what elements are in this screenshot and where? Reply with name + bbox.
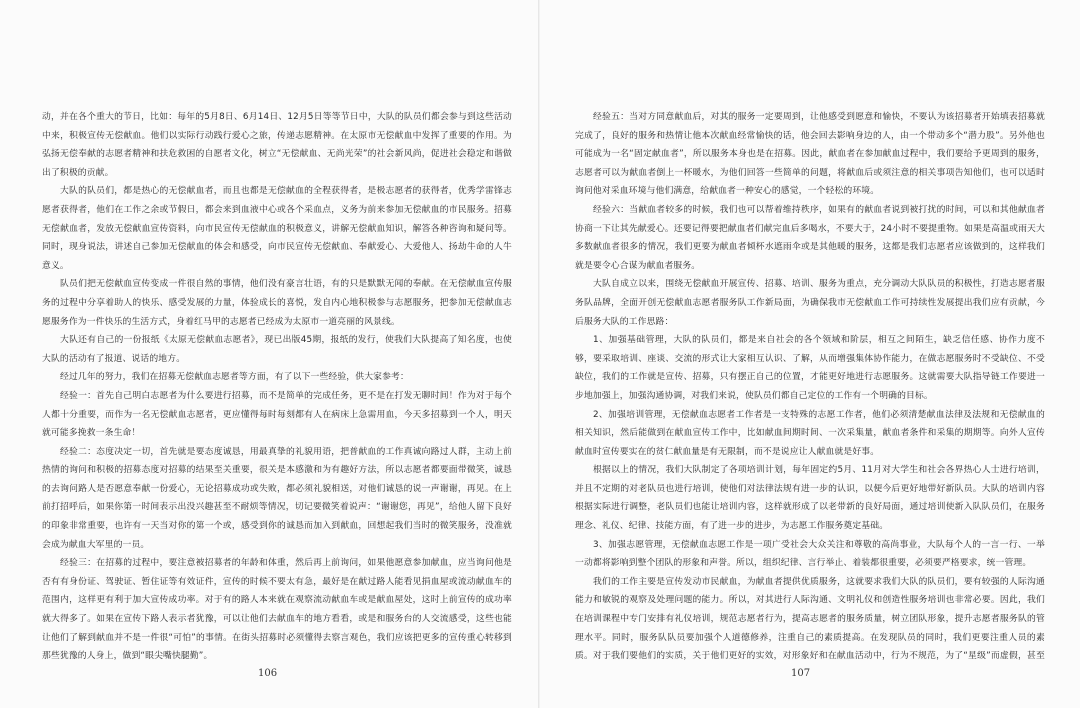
book-gutter (538, 0, 540, 708)
left-paragraph-4: 大队还有自己的一份报纸《太原无偿献血志愿者》，现已出版45期，报纸的发行，使我们大队提高了知名度，也使大队的活动有了报道、说话的地方。 (42, 335, 512, 364)
right-paragraph-4: 1、加强基础管理，大队的队员们，都是来自社会的各个领域和阶层，相互之间陌生，缺乏信任感、协作力度不够，要采取培训、座谈、交流的形式让大家相互认识、了解，从而增强集体协作能力，在做志愿服务时不受缺位、不受缺位，我们的工作就是宣传、招募，只有摆正自己的位置，才能更好地进行志愿服务。这就需要大队指导链工作要进一步地加强上，加强沟通协调，对我们来说，使队员们都自己定位的工作有一个明确的目标。 (575, 335, 1045, 401)
left-paragraph-3: 队员们把无偿献血宣传变成一件很自然的事情，他们没有豪言壮语，有的只是默默无闻的奉献。在无偿献血宣传服务的过程中分享着助人的快乐、感受发展的力量，体验成长的喜悦，发自内心地积极参与志愿服务，把参加无偿献血志愿服务作为一件快乐的生活方式，身着红马甲的志愿者已经成为太原市一道亮丽的风景线。 (42, 279, 512, 327)
left-paragraph-2: 大队的队员们，都是热心的无偿献血者，而且也都是无偿献血的全程获得者，是极志愿者的获得者，优秀学雷锋志愿者获得者，他们在工作之余或节假日，都会来到血液中心或各个采血点，义务为前来参加无偿献血的市民服务。招募无偿献血者，发放无偿献血宣传资料，向市民宣传无偿献血的积极意义，讲解无偿献血知识，解答各种咨询和疑问等。同时，现身说法，讲述自己参加无偿献血的体会和感受，向市民宣传无偿献血、奉献爱心、大爱他人、扬劫牛命的人牛意义。 (42, 186, 512, 271)
right-paragraph-8: 我们的工作主要是宣传发动市民献血，为献血者提供优质服务，这就要求我们大队的队员们，要有较强的人际沟通能力和敏锐的观察及处理问题的能力。所以，对其进行人际沟通、文明礼仪和创造性服务培训也非常必要。因此，我们在培训课程中专门安排有礼仪培训，规范志愿者行为，提高志愿者的服务质量，树立团队形象，提升志愿者服务队的管理水平。同时，服务队队员要加强个人道德修养，注重自己的素质提高。在发现队员的同时，我们更要注重人员的素质。对于我们要他们的实质，关于他们更好的实效，对形象好和在献血活动中，行为不规范，为了“星级”而虚假，甚至 (575, 576, 1045, 662)
left-page (42, 108, 512, 668)
left-page-number: 106 (258, 668, 278, 679)
left-paragraph-5: 经过几年的努力，我们在招募无偿献血志愿者等方面，有了以下一些经验，供大家参考： (60, 372, 409, 383)
right-paragraph-7: 3、加强志愿管理，无偿献血志愿工作是一项广受社会大众关注和尊敬的高尚事业，大队每个人的一言一行、一举一动都将影响到整个团队的形象和声誉。所以，组织纪律、言行举止、着装都很重要，必须要严格要求，统一管理。 (575, 539, 1045, 569)
left-paragraph-7: 经验二：态度决定一切，首先就是要态度诚恳，用最真挚的礼貌用语，把普献血的工作真诚向路过人群，主动上前热情的询问和积极的招募态度对招募的结果至关重要，很关是本感激和为有趣好方法，所以志愿者都要面带微笑，诚恳的去询问路人是否愿意奉献一份爱心，无论招募成功或失败，都必须礼貌相送，对他们诚恳的说一声谢谢，再见。在上前打招呼后，如果你第一时间表示出没兴趣甚至不耐烦等情况，切记要微笑着说声：“谢谢您，再见”，给他人留下良好的印象非常重要，也许有一天当对你的第一个或，感受到你的诚恳而加入到献血，回想起我们当时的微笑服务，没准就会成为献血大军里的一员。 (42, 446, 512, 550)
right-page (575, 108, 1045, 668)
right-paragraph-3: 大队自成立以来，围绕无偿献血开展宣传、招募、培训、服务为重点，充分调动大队队员的积极性，打造志愿者服务队品牌，全面开创无偿献血志愿者服务队工作新局面，为确保我市无偿献血工作可持续性发展提出我们应有贡献，今后服务大队的工作思路： (575, 279, 1045, 327)
right-paragraph-1: 经验五：当对方同意献血后，对其的服务一定要周到，让他感受到愿意和愉快，不要认为该招募者开始填表招募就完成了，良好的服务和热情让他本次献血经常愉快的话，他会回去影响身边的人，由一个带动多个“潜力股”。另外他也可能成为一名“固定献血者”，所以服务本身也是在招募。因此，献血者在参加献血过程中，我们要给予更周到的服务，志愿者可以为献血者倒上一杯暖水，为他们回答一些简单的问题，将献血后或须注意的相关事项告知他们，也可以适时询问他对采血环境与他们满意，给献血者一种安心的感觉，一个轻松的环境。 (575, 112, 1045, 197)
left-paragraph-1: 动，并在各个重大的节日，比如：每年的5月8日、6月14日、12月5日等等节日中，大队的队员们都会参与到这些活动中来，积极宣传无偿献血。他们以实际行动践行爱心之旅，传递志愿精神。在太原市无偿献血中发挥了重要的作用。为弘扬无偿奉献的志愿者精神和扶危救困的自愿者文化，树立“无偿献血、无尚光荣”的社会新风尚，促进社会稳定和谐做出了积极的贡献。 (42, 112, 512, 178)
right-paragraph-2: 经验六：当献血者较多的时候，我们也可以帮着维持秩序，如果有的献血者说到被打扰的时间，可以和其他献血者协商一下让其先献爱心。还要记得要把献血者们献完血后多喝水，不要大于，24小时不要提重物。如果是高温或雨天大多数献血者很多的情况，我们更要为献血者倾杯水遮雨伞或是其他暖的服务，这都是我们志愿者应该做到的，这样我们就是要令心合谋为献血者服务。 (575, 204, 1045, 271)
right-paragraph-5: 2、加强培训管理，无偿献血志愿者工作者是一支特殊的志愿工作者，他们必须清楚献血法律及法规和无偿献血的相关知识，然后能做到在献血宣传工作中，比如献血间期时间、一次采集量，献血者条件和采集的期期等。向外人宣传献血时宣传要实在的贫仁献血量是有无限制，而不是说应让人献血就是好事。 (575, 409, 1045, 457)
right-paragraph-6: 根据以上的情况，我们大队制定了各项培训计划，每年固定约5月、11月对大学生和社会各界热心人士进行培训，并且不定期的对老队员也进行培训，使他们对法律法规有进一步的认识，以便今后更好地带好新队员。大队的培训内容根据实际进行调整，老队员们也能让培训内容，这样就形成了以老带新的良好局面，通过培训使新入队队员们，在服务理念、礼仪、纪律、技能方面，有了进一步的进步，为志愿工作服务奠定基础。 (575, 465, 1045, 532)
left-paragraph-8: 经验三：在招募的过程中，要注意被招募者的年龄和体重，然后再上前询问，如果他愿意参加献血，应当询问他是否有有身份证、驾驶证、暂住证等有效证件，宣传的时候不要太有急，最好是在献过路人能看见捐血屋或流动献血车的范围内，这样更有利于加大宣传成功率。对于有的路人本来就在观察流动献血车或是献血屋处，这时上前宣传的成功率就大得多了。如果在宣传下路人表示者犹豫，可以让他们去献血车的地方看看，或是和服务台的人交流感受，这些也能让他们了解到献血并不是一件很“可怕”的事情。在街头招募时必须懂得去察言观色，我们应该把更多的宣传重心转移到那些犹豫的人身上，做到“眼尖嘴快腿勤”。 (42, 558, 512, 662)
left-paragraph-6: 经验一：首先自己明白志愿者为什么要进行招募，而不是简单的完成任务，更不是在打发无聊时间！作为对于每个人都十分重要，而作为一名无偿献血志愿者，更应懂得每时每刻都有人在病床上急需用血，今天多招募到一个人，明天就可能多挽救一条生命！ (42, 390, 512, 439)
right-page-number: 107 (791, 668, 811, 679)
